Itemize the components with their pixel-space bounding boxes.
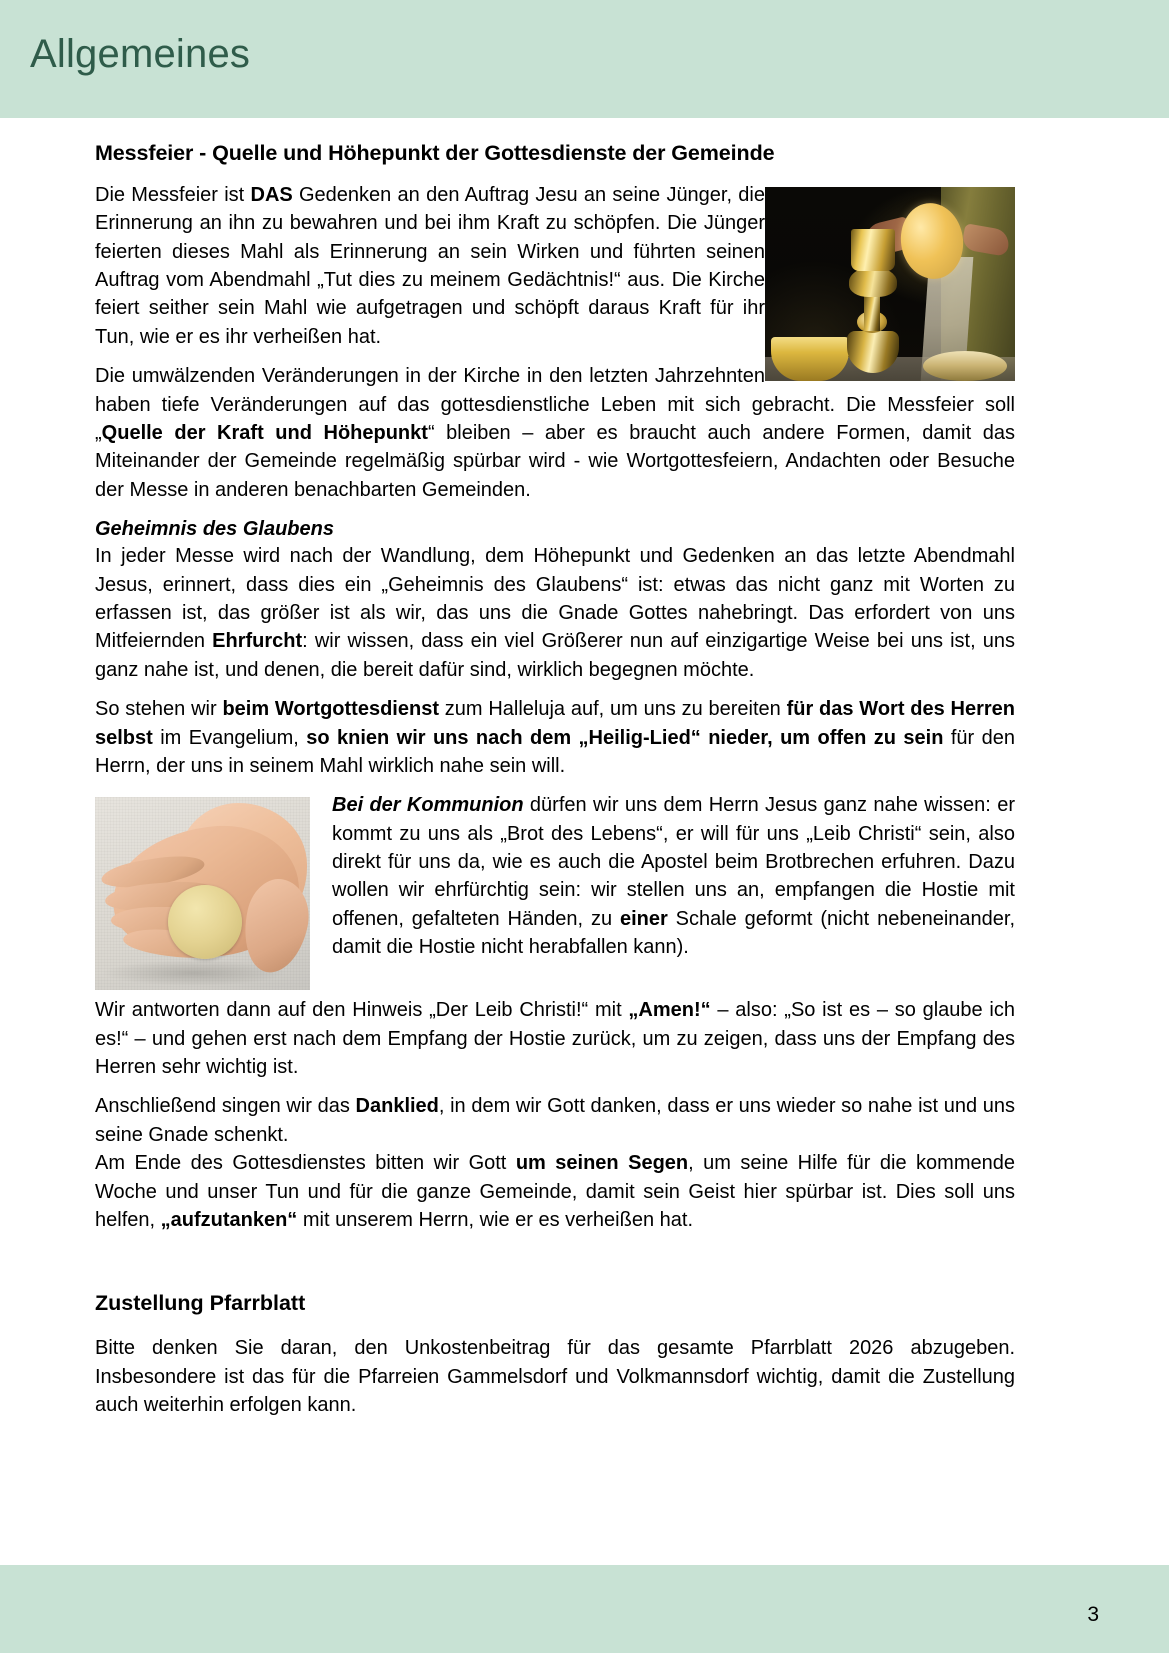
p5-text-b: dürfen wir uns dem Herrn Jesus ganz nahe wissen: er kommt zu uns als „Brot des Lebens“, er will für uns „Leib Christi“ sein, also direkt für uns da, wie es auch die Apostel beim Brotbrechen erfuhren. Dazu wollen wir ehrfürchtig sein: wir stellen uns an, empfangen die Hostie mit offenen, gefalteten Händen, zu — [332, 794, 1015, 930]
paragraph-2 — [95, 362, 1015, 504]
p7-text-a: Anschließend singen wir das — [95, 1095, 356, 1118]
p8-emphasis-segen: um seinen Segen — [515, 1152, 689, 1175]
p4-emphasis-wortgottesdienst: beim Wortgottesdienst — [222, 698, 439, 721]
p4-text-g: für den Herrn, der uns in seinem Mahl wirklich nahe sein will. — [95, 726, 1015, 777]
p7-emphasis-danklied: Danklied — [355, 1095, 439, 1118]
page-title: Allgemeines — [30, 32, 251, 76]
p4-text-c: zum Halleluja auf, um uns zu bereiten — [438, 698, 787, 721]
chalice-knob — [849, 267, 897, 297]
communion-host — [168, 885, 242, 959]
delivery-section-text: Bitte denken Sie daran, den Unkostenbeitrag für das gesamte Pfarrblatt 2026 abzugeben. Insbesondere ist das für die Pfarreien Gammelsdorf und Volkmannsdorf wichtig, damit die Zustellung auch weiterhin erfolgen kann. — [95, 1337, 1015, 1417]
paragraph-8 — [95, 1149, 1015, 1234]
p6-text-c: – also: „So ist es – so glaube ich es!“ – und gehen erst nach dem Empfang der Hostie zurück, um zu zeigen, dass uns der Empfang des Herren sehr wichtig ist. — [95, 999, 1015, 1079]
p4-text-e: im Evangelium, — [152, 726, 307, 749]
p2-text-a: Die umwälzenden Veränderungen in der Kirche in den letzten Jahrzehnten haben tiefe Veränderungen auf das gottesdienstliche Leben mit sich gebracht. Die Messfeier soll „ — [95, 365, 1015, 444]
p4-text-a: So stehen wir — [95, 698, 223, 721]
p2-emphasis-quelle: Quelle der Kraft und Höhepunkt — [101, 422, 428, 444]
p4-emphasis-wort-des-herren: für das Wort des Herren selbst — [95, 698, 1015, 749]
p5-emphasis-bei-der-kommunion: Bei der Kommunion — [332, 794, 524, 817]
page-content — [95, 140, 1015, 1420]
chalice-and-host-photo — [765, 187, 1015, 381]
ciborium — [771, 337, 849, 381]
chalice-cup — [851, 229, 895, 271]
p5-text-d: Schale geformt (nicht nebeneinander, damit die Hostie nicht herabfallen kann). — [332, 907, 1015, 959]
p3-text-c: : wir wissen, dass ein viel Größerer nun auf einzigartige Weise bei uns ist, uns ganz nahe ist, und denen, die bereit dafür sind, wirklich begegnen möchte. — [95, 630, 1015, 681]
paragraph-4 — [95, 695, 1015, 780]
paragraph-3 — [95, 542, 1015, 684]
p3-text-a: In jeder Messe wird nach der Wandlung, dem Höhepunkt und Gedenken an das letzte Abendmahl Jesus, erinnert, dass dies ein „Geheimnis des Glaubens“ ist: etwas das nicht ganz mit Worten zu erfassen ist, das größer ist als wir, das uns die Gnade Gottes nahebringt. Das erfordert von uns Mitfeiernden — [95, 545, 1015, 653]
page-header-band — [0, 0, 1169, 118]
hands-with-host-photo — [95, 797, 310, 990]
page-number: 3 — [1087, 1603, 1099, 1626]
p1-text-c: Gedenken an den Auftrag Jesu an seine Jünger, die Erinnerung an ihn zu bewahren und bei ihm Kraft zu schöpfen. Die Jünger feierten dieses Mahl als Erinnerung an sein Wirken und führten seinen Auftrag vom Abendmahl „Tut dies zu meinem Gedächtnis!“ aus. Die Kirche feiert seither sein Mahl wie aufgetragen und schöpft daraus Kraft für ihr Tun, wie er es ihr verheißen hat. — [95, 183, 765, 348]
p1-emphasis-das: DAS — [250, 183, 293, 206]
p8-emphasis-aufzutanken: „aufzutanken“ — [160, 1209, 298, 1232]
paragraph-6 — [95, 996, 1015, 1081]
p8-text-c: , um seine Hilfe für die kommende Woche und unser Tun und für die ganze Gemeinde, damit sein Geist hier spürbar ist. Dies soll uns helfen, — [95, 1152, 1015, 1232]
p8-text-e: mit unserem Herrn, wie er es verheißen hat. — [297, 1209, 693, 1232]
p2-text-c: “ bleiben – aber es braucht auch andere Formen, damit das Miteinander der Gemeinde regelmäßig spürbar wird - wie Wortgottesfeiern, Andachten oder Besuche der Messe in anderen benachbarten Gemeinden. — [95, 422, 1015, 501]
p6-text-a: Wir antworten dann auf den Hinweis „Der Leib Christi!“ mit — [95, 999, 629, 1022]
p1-text-a: Die Messfeier ist — [95, 183, 251, 206]
p4-emphasis-knien: so knien wir uns nach dem „Heilig-Lied“ nieder, um offen zu sein — [306, 726, 944, 749]
page-footer-band — [0, 1565, 1169, 1653]
subheading-geheimnis: Geheimnis des Glaubens — [95, 518, 334, 541]
p8-text-a: Am Ende des Gottesdienstes bitten wir Gott — [95, 1152, 516, 1175]
p7-text-c: , in dem wir Gott danken, dass er uns wieder so nahe ist und uns seine Gnade schenkt. — [95, 1095, 1015, 1146]
paragraph-7 — [95, 1092, 1015, 1149]
p6-emphasis-amen: „Amen!“ — [628, 999, 711, 1022]
paten — [923, 351, 1007, 381]
p5-emphasis-einer: einer — [619, 907, 668, 930]
delivery-section-title: Zustellung Pfarrblatt — [95, 1291, 306, 1316]
p3-emphasis-ehrfurcht: Ehrfurcht — [212, 630, 303, 653]
article-title: Messfeier - Quelle und Höhepunkt der Gottesdienste der Gemeinde — [95, 141, 775, 165]
chalice-stem — [864, 293, 880, 331]
